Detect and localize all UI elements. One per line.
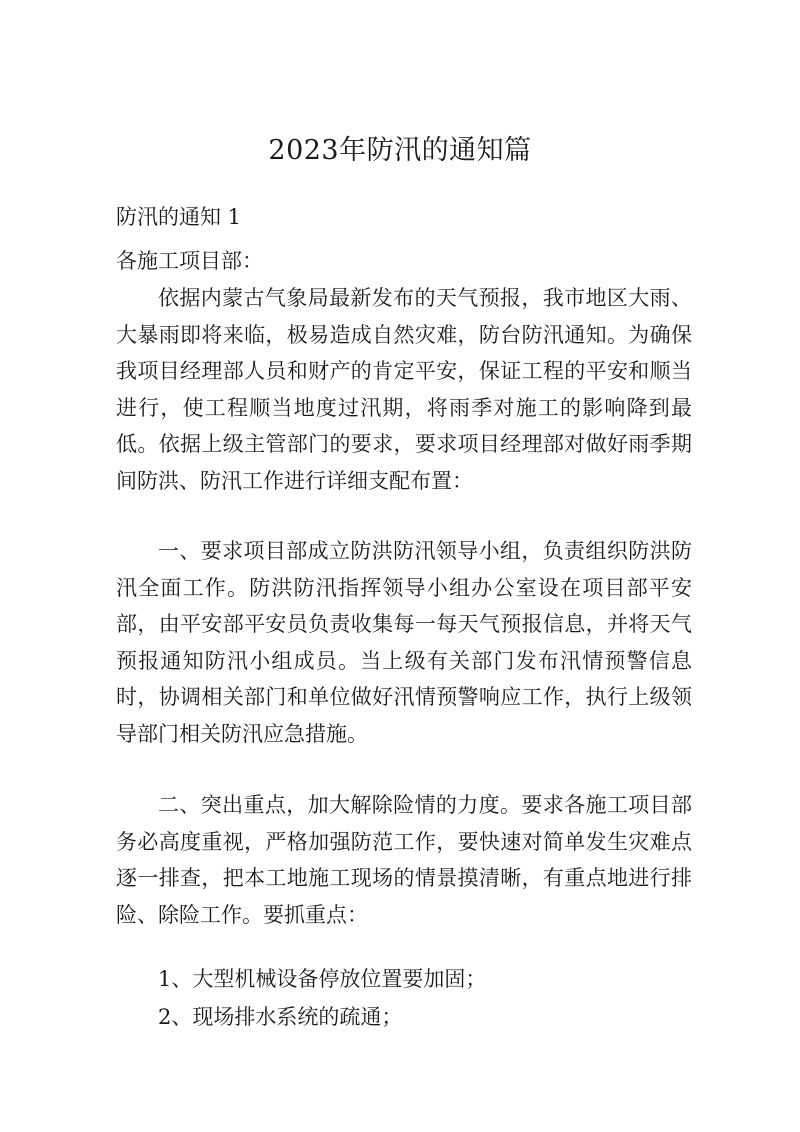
paragraph-intro: 依据内蒙古气象局最新发布的天气预报，我市地区大雨、大暴雨即将来临，极易造成自然灾难，防台防汛通知。为确保我项目经理部人员和财产的肯定平安，保证工程的平安和顺当进行，使工程顺当地度过汛期，将雨季对施工的影响降到最低。依据上级主管部门的要求，要求项目经理部对做好雨季期间防洪、防汛工作进行详细支配布置： [116,286,692,493]
paragraph-two: 二、突出重点，加大解除险情的力度。要求各施工项目部务必高度重视，严格加强防范工作，要快速对简单发生灾难点逐一排查，把本工地施工现场的情景摸清晰，有重点地进行排险、除险工作。要抓重点： [116,793,692,927]
document-subtitle: 防汛的通知 1 [116,205,242,229]
document-title: 2023年防汛的通知篇 [268,135,532,166]
list-item: 2、现场排水系统的疏通； [158,1005,403,1029]
paragraph-one: 一、要求项目部成立防洪防汛领导小组，负责组织防洪防汛全面工作。防洪防汛指挥领导小组办公室设在项目部平安部，由平安部平安员负责收集每一每天气预报信息，并将天气预报通知防汛小组成员。当上级有关部门发布汛情预警信息时，协调相关部门和单位做好汛情预警响应工作，执行上级领导部门相关防汛应急措施。 [116,539,692,746]
salutation: 各施工项目部： [116,249,263,273]
list-item: 1、大型机械设备停放位置要加固； [158,967,487,991]
